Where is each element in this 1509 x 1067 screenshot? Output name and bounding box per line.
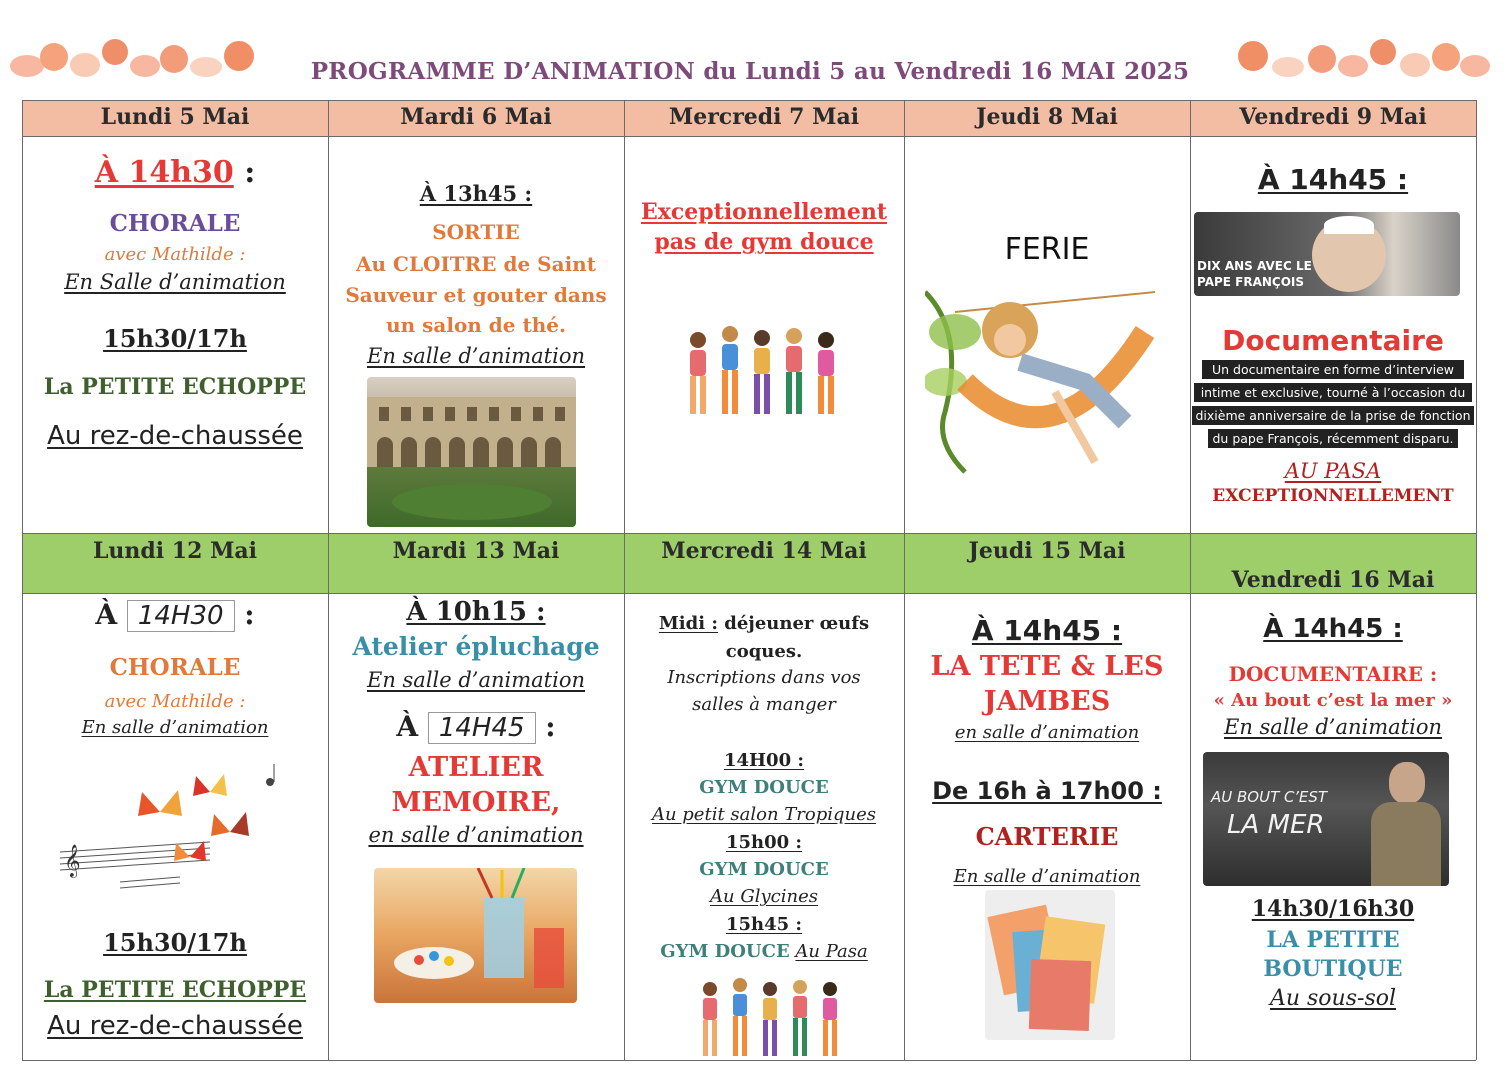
w2-fri-line2: « Au bout c’est la mer » [1213, 690, 1453, 711]
grid-line [22, 100, 1476, 101]
poster-person-body [1371, 802, 1441, 886]
grid-line [22, 1060, 1476, 1061]
w2-mon-activity2: La PETITE ECHOPPE [43, 977, 307, 1003]
w1-wed-line1: Exceptionnellement [641, 199, 887, 225]
gym-illustration [680, 318, 840, 428]
w2-tue-place: En salle d’animation [367, 668, 585, 692]
w2-thu-place2: En salle d’animation [953, 866, 1141, 887]
w1-tue-time: À 13h45 : [419, 181, 533, 206]
music-butterflies-illustration [60, 752, 290, 902]
desc-line: intime et exclusive, tourné à l’occasion du [1194, 383, 1472, 402]
w1-tue-place: En salle d’animation [367, 344, 585, 368]
hammock-scene [925, 272, 1165, 482]
w2-fri-place: En salle d’animation [1224, 715, 1442, 739]
w2-wed-midi-label: Midi : [658, 613, 718, 634]
w2-mon-activity: CHORALE [109, 654, 241, 681]
w1-mon-with: avec Mathilde : [104, 244, 246, 265]
grid-line [22, 593, 1476, 594]
pope-skullcap [1324, 216, 1374, 234]
w2-thu-time: À 14h45 : [971, 614, 1123, 647]
art-supplies-photo [374, 868, 577, 1003]
w2-wed-midi-line2: coques. [725, 641, 803, 662]
w2-mon-place: En salle d’animation [81, 717, 269, 738]
w2-wed-inscriptions2: salles à manger [692, 694, 836, 715]
w2-fri-activity-line1: LA PETITE [1266, 927, 1400, 953]
grid-line [22, 533, 1476, 534]
w1-fri-place: AU PASA [1284, 459, 1382, 483]
page-title: PROGRAMME D’ANIMATION du Lundi 5 au Vendredi 16 MAI 2025 [310, 58, 1190, 85]
w2-wed-line3 [624, 941, 904, 962]
w2-wed-place2: Au Glycines [710, 886, 818, 907]
w2-tue-activity: Atelier épluchage [352, 632, 600, 661]
w1-tue-line3: Sauveur et gouter dans [345, 283, 607, 307]
w1-tue-line1: SORTIE [432, 220, 520, 244]
w2-mon-time-line [22, 598, 328, 632]
w2-wed-place1: Au petit salon Tropiques [651, 804, 877, 825]
w1-fri-time: À 14h45 : [1257, 163, 1409, 196]
grid-line [328, 100, 329, 1060]
day-header: Jeudi 8 Mai [976, 104, 1118, 130]
w1-wed-line2: pas de gym douce [654, 229, 874, 255]
w2-mon-time-prefix: À [95, 598, 118, 631]
w2-mon-place2: Au rez-de-chaussée [47, 1011, 303, 1041]
w1-tue-line2: Au CLOITRE de Saint [356, 252, 596, 276]
w1-mon-time-line [22, 155, 328, 190]
w2-fri-time2: 14h30/16h30 [1251, 896, 1415, 922]
banner-line2: PAPE FRANÇOIS [1197, 275, 1305, 289]
day-header: Vendredi 9 Mai [1239, 104, 1427, 130]
postcards-photo [985, 890, 1115, 1040]
w2-tue-activity2-line1: ATELIER [408, 752, 544, 783]
w1-mon-time2: 15h30/17h [103, 324, 247, 353]
day-header: Mercredi 14 Mai [661, 538, 867, 564]
w2-fri-activity-line2: BOUTIQUE [1263, 956, 1403, 982]
day-header: Mardi 6 Mai [400, 104, 552, 130]
desc-line: du pape François, récemment disparu. [1208, 429, 1458, 448]
gym-figures-2 [694, 975, 844, 1060]
poster-person-head [1389, 762, 1425, 804]
w1-mon-time: À 14h30 [94, 155, 234, 190]
w2-fri-line1: DOCUMENTAIRE : [1228, 662, 1438, 686]
w2-thu-activity2: CARTERIE [975, 822, 1119, 851]
poster-line2: LA MER [1227, 810, 1325, 840]
day-header: Jeudi 15 Mai [968, 538, 1126, 564]
w2-tue-time2-line [328, 710, 624, 744]
w2-tue-time2-prefix: À [396, 710, 419, 743]
banner-line1: DIX ANS AVEC LE [1197, 259, 1312, 273]
w1-fri-title: Documentaire [1222, 324, 1444, 357]
w2-wed-place3: Au Pasa [795, 941, 868, 962]
w1-mon-activity: CHORALE [109, 210, 241, 237]
w1-thu-text: FERIE [1004, 232, 1090, 267]
w2-fri-time: À 14h45 : [1263, 614, 1403, 644]
gym-figures [680, 318, 840, 428]
w2-thu-line1: LA TETE & LES [930, 651, 1164, 682]
w2-wed-time3: 15h45 : [725, 914, 803, 935]
w2-tue-colon: : [545, 710, 556, 743]
w2-thu-line2: JAMBES [983, 686, 1111, 717]
flower-garland-right [1238, 35, 1493, 85]
w1-fri-desc [1190, 360, 1476, 452]
w2-tue-place2: en salle d’animation [368, 823, 584, 847]
w2-wed-time1: 14H00 : [723, 750, 804, 771]
pope-banner [1194, 212, 1460, 296]
w2-tue-time2-handwritten: 14H45 [428, 712, 536, 744]
grid-line [22, 136, 1476, 137]
w1-tue-line4: un salon de thé. [386, 313, 566, 337]
documentary-poster [1203, 752, 1449, 886]
cloister-building [367, 377, 576, 527]
w2-wed-midi-text1: déjeuner œufs [724, 613, 870, 634]
grid-line [1476, 100, 1477, 1060]
music-butterflies [60, 752, 290, 902]
svg-text:𝄞: 𝄞 [64, 844, 81, 877]
day-header: Mardi 13 Mai [392, 538, 560, 564]
day-header: Mercredi 7 Mai [668, 104, 860, 130]
flower-garland-left [10, 35, 265, 85]
w2-thu-time2: De 16h à 17h00 : [932, 777, 1162, 805]
day-header: Lundi 5 Mai [100, 104, 250, 130]
w2-wed-time2: 15h00 : [725, 832, 803, 853]
w2-fri-place2: Au sous-sol [1269, 986, 1397, 1011]
w2-wed-inscriptions1: Inscriptions dans vos [667, 667, 861, 688]
w2-wed-activity1: GYM DOUCE [699, 777, 829, 798]
w1-mon-place2: Au rez-de-chaussée [47, 421, 303, 451]
w2-tue-time: À 10h15 : [406, 597, 546, 627]
desc-line: dixième anniversaire de la prise de fonction [1192, 406, 1474, 425]
hammock-illustration [925, 272, 1165, 482]
art-supplies [374, 868, 577, 1003]
w2-thu-place: en salle d’animation [954, 722, 1140, 743]
poster-line1: AU BOUT C’EST [1211, 788, 1328, 806]
w1-mon-place: En Salle d’animation [64, 270, 286, 294]
gym-illustration-2 [694, 975, 844, 1060]
w2-wed-activity2: GYM DOUCE [699, 859, 829, 880]
postcards [985, 890, 1115, 1040]
w1-mon-activity2: La PETITE ECHOPPE [43, 374, 307, 400]
cloister-photo [367, 377, 576, 527]
w2-wed-midi-line1 [624, 613, 904, 634]
day-header: Vendredi 16 Mai [1231, 567, 1435, 593]
w2-mon-time-handwritten: 14H30 [127, 600, 235, 632]
day-header: Lundi 12 Mai [92, 538, 258, 564]
w2-mon-colon: : [244, 598, 255, 631]
w2-mon-time2: 15h30/17h [103, 928, 247, 957]
w1-mon-colon: : [244, 155, 256, 190]
w2-wed-activity3: GYM DOUCE [660, 941, 790, 962]
desc-line: Un documentaire en forme d’interview [1202, 360, 1464, 379]
w2-mon-with: avec Mathilde : [104, 691, 246, 712]
w1-fri-note: EXCEPTIONNELLEMENT [1212, 486, 1454, 506]
w2-tue-activity2-line2: MEMOIRE, [391, 787, 561, 818]
